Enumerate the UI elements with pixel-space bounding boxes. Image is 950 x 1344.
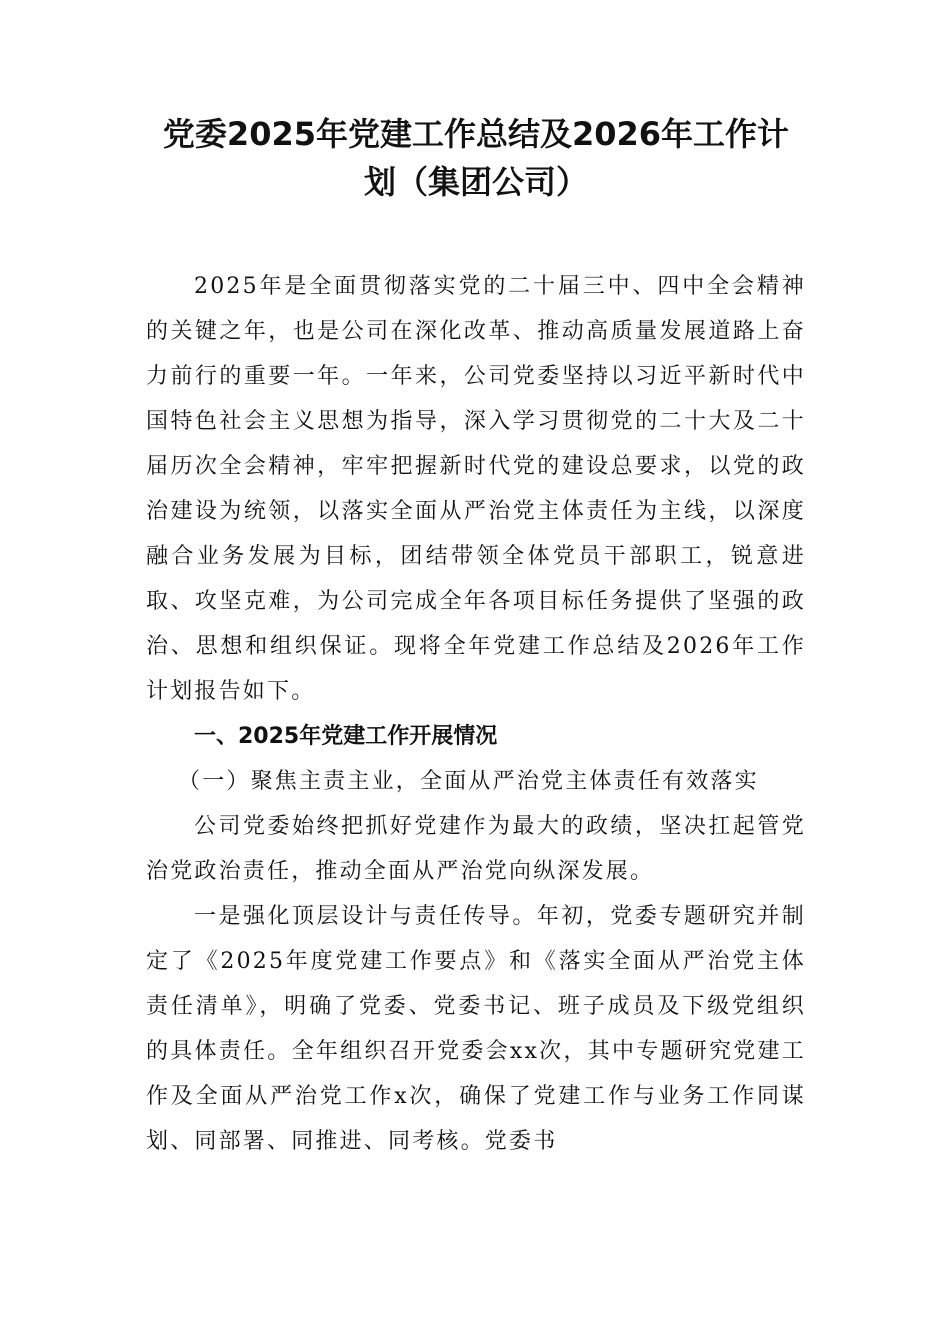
subsection-heading-1: （一）聚焦主责主业，全面从严治党主体责任有效落实 xyxy=(178,769,759,794)
document-page xyxy=(146,110,806,1164)
document-body xyxy=(146,264,806,1164)
title-line-1: 党委2025年党建工作总结及2026年工作计 xyxy=(162,115,790,153)
intro-paragraph: 2025年是全面贯彻落实党的二十届三中、四中全会精神的关键之年，也是公司在深化改革、推动高质量发展道路上奋力前行的重要一年。一年来，公司党委坚持以习近平新时代中国特色社会主义思想为指导，深入学习贯彻党的二十大及二十届历次全会精神，牢牢把握新时代党的建设总要求，以党的政治建设为统领，以落实全面从严治党主体责任为主线，以深度融合业务发展为目标，团结带领全体党员干部职工，锐意进取、攻坚克难，为公司完成全年各项目标任务提供了坚强的政治、思想和组织保证。现将全年党建工作总结及2026年工作计划报告如下。 xyxy=(146,274,806,704)
body-paragraph: 公司党委始终把抓好党建作为最大的政绩，坚决扛起管党治党政治责任，推动全面从严治党向纵深发展。 xyxy=(146,814,806,884)
title-line-2: 划（集团公司） xyxy=(363,163,588,201)
section-heading-1: 一、2025年党建工作开展情况 xyxy=(194,724,498,749)
document-title xyxy=(146,110,806,206)
body-paragraph: 一是强化顶层设计与责任传导。年初，党委专题研究并制定了《2025年度党建工作要点》和《落实全面从严治党主体责任清单》，明确了党委、党委书记、班子成员及下级党组织的具体责任。全年组织召开党委会xx次，其中专题研究党建工作及全面从严治党工作x次，确保了党建工作与业务工作同谋划、同部署、同推进、同考核。党委书 xyxy=(146,904,806,1154)
